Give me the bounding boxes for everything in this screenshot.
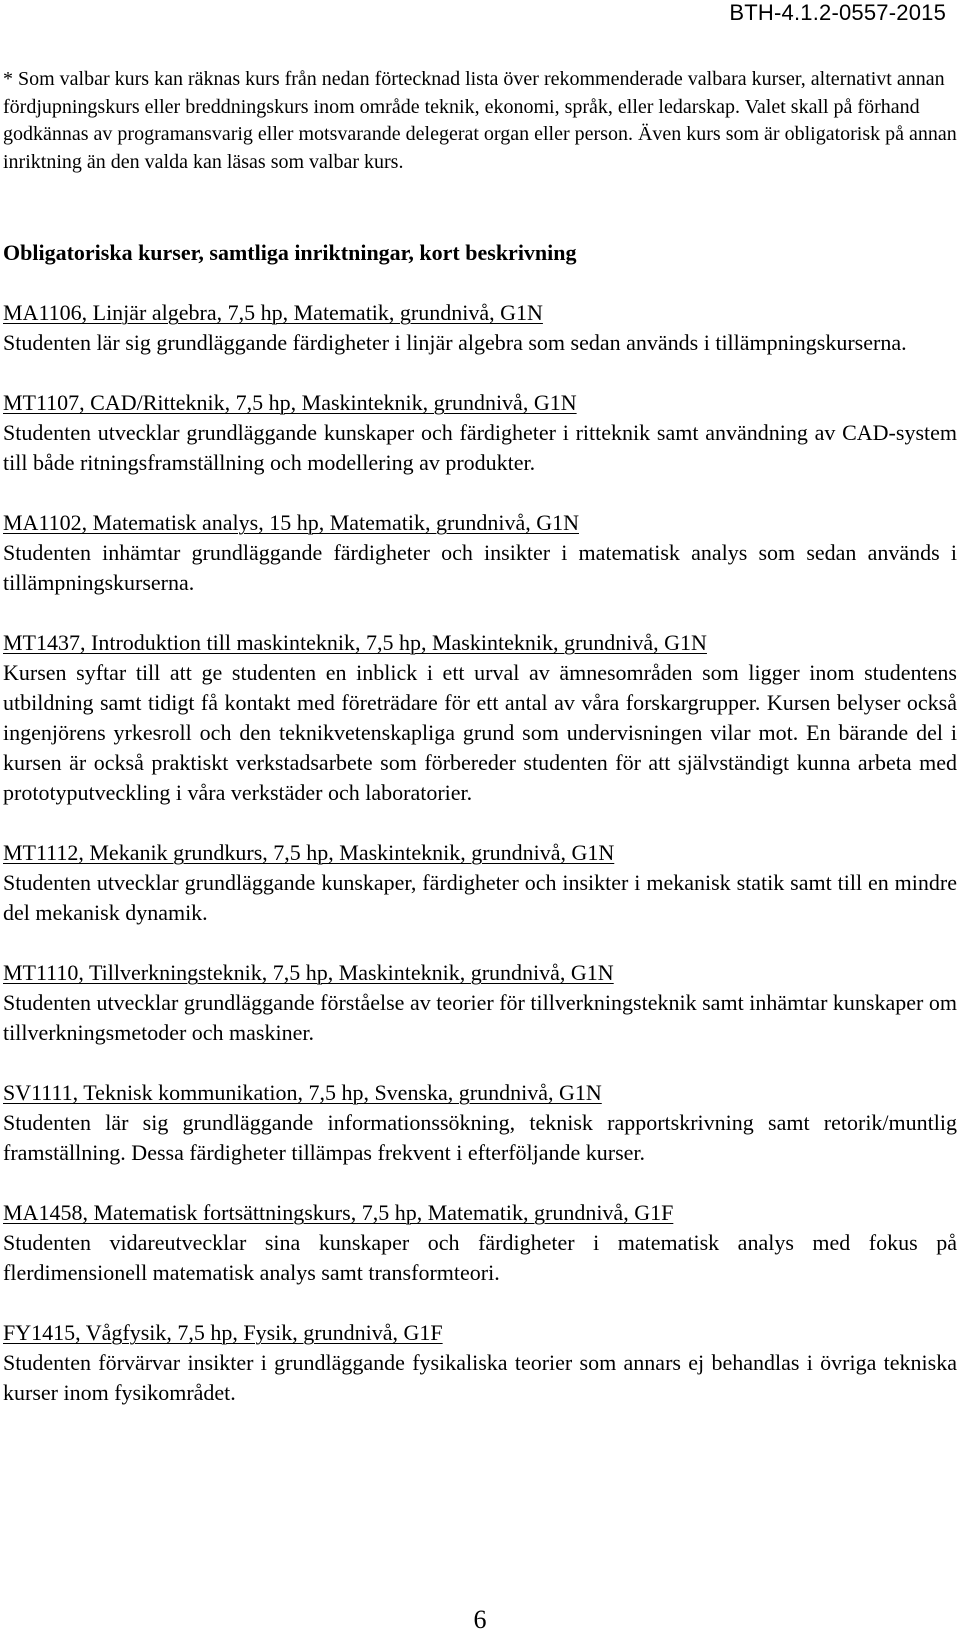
course-title: MA1106, Linjär algebra, 7,5 hp, Matematik, grundnivå, G1N [3,300,543,325]
course-entry-ma1458 [3,1198,957,1288]
course-description: Studenten utvecklar grundläggande kunskaper och färdigheter i ritteknik samt användning av CAD-system till både ritningsframställning och modellering av produkter. [3,420,957,475]
footnote: * Som valbar kurs kan räknas kurs från nedan förtecknad lista över rekommenderade valbara kurser, alternativt annan fördjupningskurs eller breddningskurs inom område teknik, ekonomi, språk, eller ledarskap. Valet skall på förhand godkännas av programansvarig eller motsvarande delegerat organ eller person. Även kurs som är obligatorisk på annan inriktning än den valda kan läsas som valbar kurs. [3,68,957,173]
course-entry-mt1437 [3,628,957,808]
course-description: Studenten inhämtar grundläggande färdigheter och insikter i matematisk analys som sedan används i tillämpningskurserna. [3,540,957,595]
course-description: Studenten vidareutvecklar sina kunskaper och färdigheter i matematisk analys med fokus på flerdimensionell matematisk analys samt transformteori. [3,1230,957,1285]
course-title: FY1415, Vågfysik, 7,5 hp, Fysik, grundnivå, G1F [3,1320,443,1345]
course-description: Studenten lär sig grundläggande informationssökning, teknisk rapportskrivning samt retorik/muntlig framställning. Dessa färdigheter tillämpas frekvent i efterföljande kurser. [3,1110,957,1165]
course-description: Studenten utvecklar grundläggande kunskaper, färdigheter och insikter i mekanisk statik samt till en mindre del mekanisk dynamik. [3,870,957,925]
course-description: Studenten lär sig grundläggande färdigheter i linjär algebra som sedan används i tillämpningskurserna. [3,330,907,355]
course-title: MT1107, CAD/Ritteknik, 7,5 hp, Maskinteknik, grundnivå, G1N [3,390,577,415]
document-id: BTH-4.1.2-0557-2015 [729,0,946,25]
course-entry-mt1107 [3,388,957,478]
course-title: MT1110, Tillverkningsteknik, 7,5 hp, Maskinteknik, grundnivå, G1N [3,960,614,985]
course-entry-ma1106 [3,298,957,358]
page-content [3,66,957,1408]
course-entry-ma1102 [3,508,957,598]
section-title: Obligatoriska kurser, samtliga inriktningar, kort beskrivning [3,240,577,265]
course-entry-fy1415 [3,1318,957,1408]
course-description: Kursen syftar till att ge studenten en inblick i ett urval av ämnesområden som ligger inom studentens utbildning samt tidigt få kontakt med företrädare för ett antal av våra forskargrupper. Kursen belyser också ingenjörens yrkesroll och den teknikvetenskapliga grund som undervisningen vilar mot. En bärande del i kursen är också praktiskt verkstadsarbete som förbereder studenten för att självständigt kunna arbeta med prototyputveckling i våra verkstäder och laboratorier. [3,660,957,805]
course-description: Studenten förvärvar insikter i grundläggande fysikaliska teorier som annars ej behandlas i övriga tekniska kurser inom fysikområdet. [3,1350,957,1405]
course-title: MA1458, Matematisk fortsättningskurs, 7,5 hp, Matematik, grundnivå, G1F [3,1200,674,1225]
page-number: 6 [473,1605,487,1634]
course-title: MA1102, Matematisk analys, 15 hp, Matematik, grundnivå, G1N [3,510,579,535]
course-title: MT1112, Mekanik grundkurs, 7,5 hp, Maskinteknik, grundnivå, G1N [3,840,615,865]
course-title: MT1437, Introduktion till maskinteknik, 7,5 hp, Maskinteknik, grundnivå, G1N [3,630,707,655]
course-description: Studenten utvecklar grundläggande förståelse av teorier för tillverkningsteknik samt inhämtar kunskaper om tillverkningsmetoder och maskiner. [3,990,957,1045]
course-entry-sv1111 [3,1078,957,1168]
course-entry-mt1112 [3,838,957,928]
course-entry-mt1110 [3,958,957,1048]
course-title: SV1111, Teknisk kommunikation, 7,5 hp, Svenska, grundnivå, G1N [3,1080,602,1105]
